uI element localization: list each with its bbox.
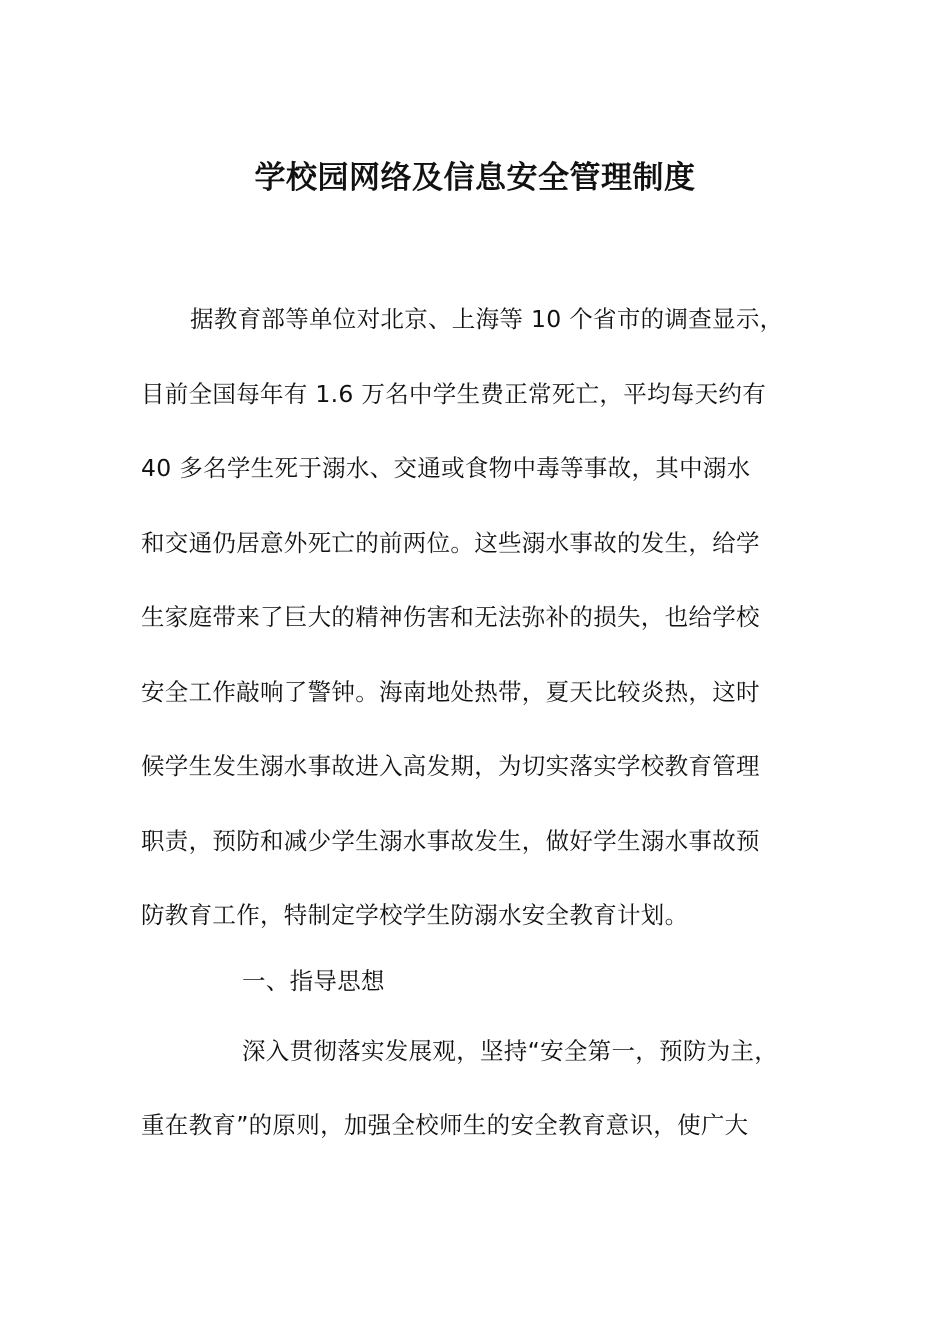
paragraph-line: 安全工作敲响了警钟。海南地处热带，夏天比较炎热，这时 bbox=[141, 678, 760, 706]
paragraph-line: 职责，预防和减少学生溺水事故发生，做好学生溺水事故预 bbox=[141, 827, 760, 855]
section-heading: 一、指导思想 bbox=[242, 967, 385, 995]
paragraph-line: 据教育部等单位对北京、上海等 10 个省市的调查显示， bbox=[190, 305, 784, 333]
paragraph-line: 目前全国每年有 1.6 万名中学生费正常死亡，平均每天约有 bbox=[141, 380, 767, 408]
paragraph-line: 候学生发生溺水事故进入高发期，为切实落实学校教育管理 bbox=[141, 752, 760, 780]
paragraph-line: 40 多名学生死于溺水、交通或食物中毒等事故，其中溺水 bbox=[141, 454, 751, 482]
paragraph-line: 防教育工作，特制定学校学生防溺水安全教育计划。 bbox=[141, 901, 689, 929]
paragraph-line: 和交通仍居意外死亡的前两位。这些溺水事故的发生，给学 bbox=[141, 529, 760, 557]
document-title: 学校园网络及信息安全管理制度 bbox=[254, 160, 696, 196]
paragraph-line: 深入贯彻落实发展观，坚持“安全第一，预防为主， bbox=[242, 1037, 779, 1065]
paragraph-line: 重在教育”的原则，加强全校师生的安全教育意识，使广大 bbox=[141, 1111, 749, 1139]
paragraph-line: 生家庭带来了巨大的精神伤害和无法弥补的损失，也给学校 bbox=[141, 603, 760, 631]
